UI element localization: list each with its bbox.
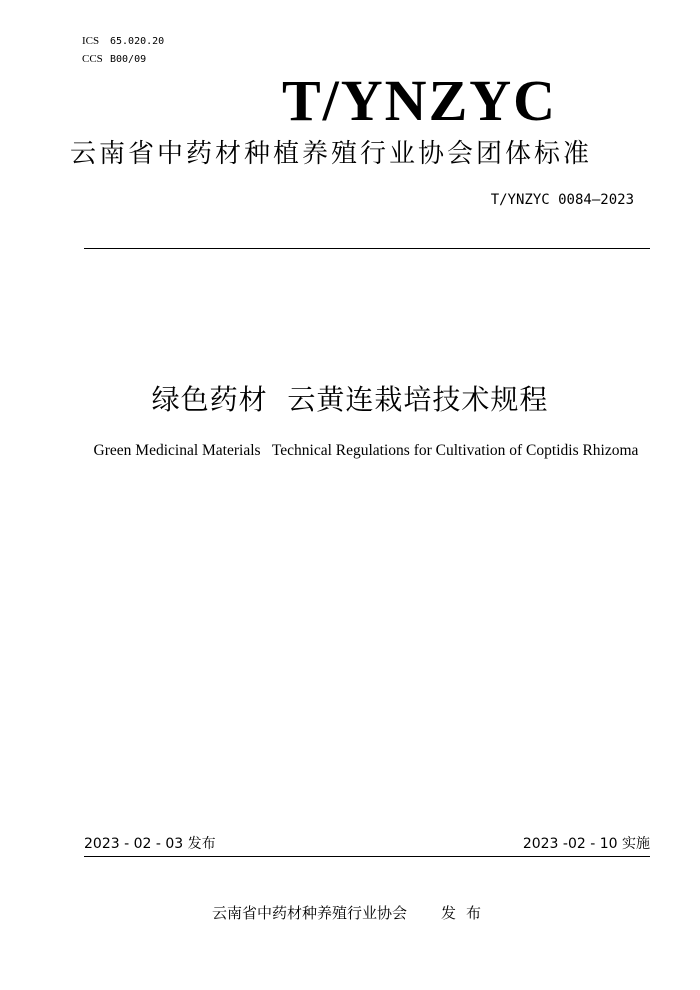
ccs-value: B00/09 xyxy=(110,54,147,65)
document-title-zh: 绿色药材 云黄连栽培技术规程 xyxy=(151,383,549,416)
issuer-line xyxy=(212,902,491,924)
ics-line xyxy=(82,34,164,49)
header-divider xyxy=(84,248,650,249)
implementation-date: 2023 -02 - 10 实施 xyxy=(522,836,650,852)
issuer-name: 云南省中药材种养殖行业协会 xyxy=(212,904,408,922)
ics-label: ICS xyxy=(82,35,100,47)
issue-word: 发布 xyxy=(441,904,492,922)
document-title-en: Green Medicinal Materials Technical Regulations for Cultivation of Coptidis Rhizoma xyxy=(93,442,639,459)
publication-date: 2023 - 02 - 03 发布 xyxy=(84,836,216,852)
ics-value: 65.020.20 xyxy=(110,36,165,47)
ccs-line xyxy=(82,52,146,67)
footer-divider xyxy=(84,856,650,857)
org-standard-title: 云南省中药材种植养殖行业协会团体标准 xyxy=(70,139,593,169)
ccs-label: CCS xyxy=(82,53,103,65)
org-code-logo: T/YNZYC xyxy=(282,68,558,133)
standard-number: T/YNZYC 0084—2023 xyxy=(490,192,634,208)
